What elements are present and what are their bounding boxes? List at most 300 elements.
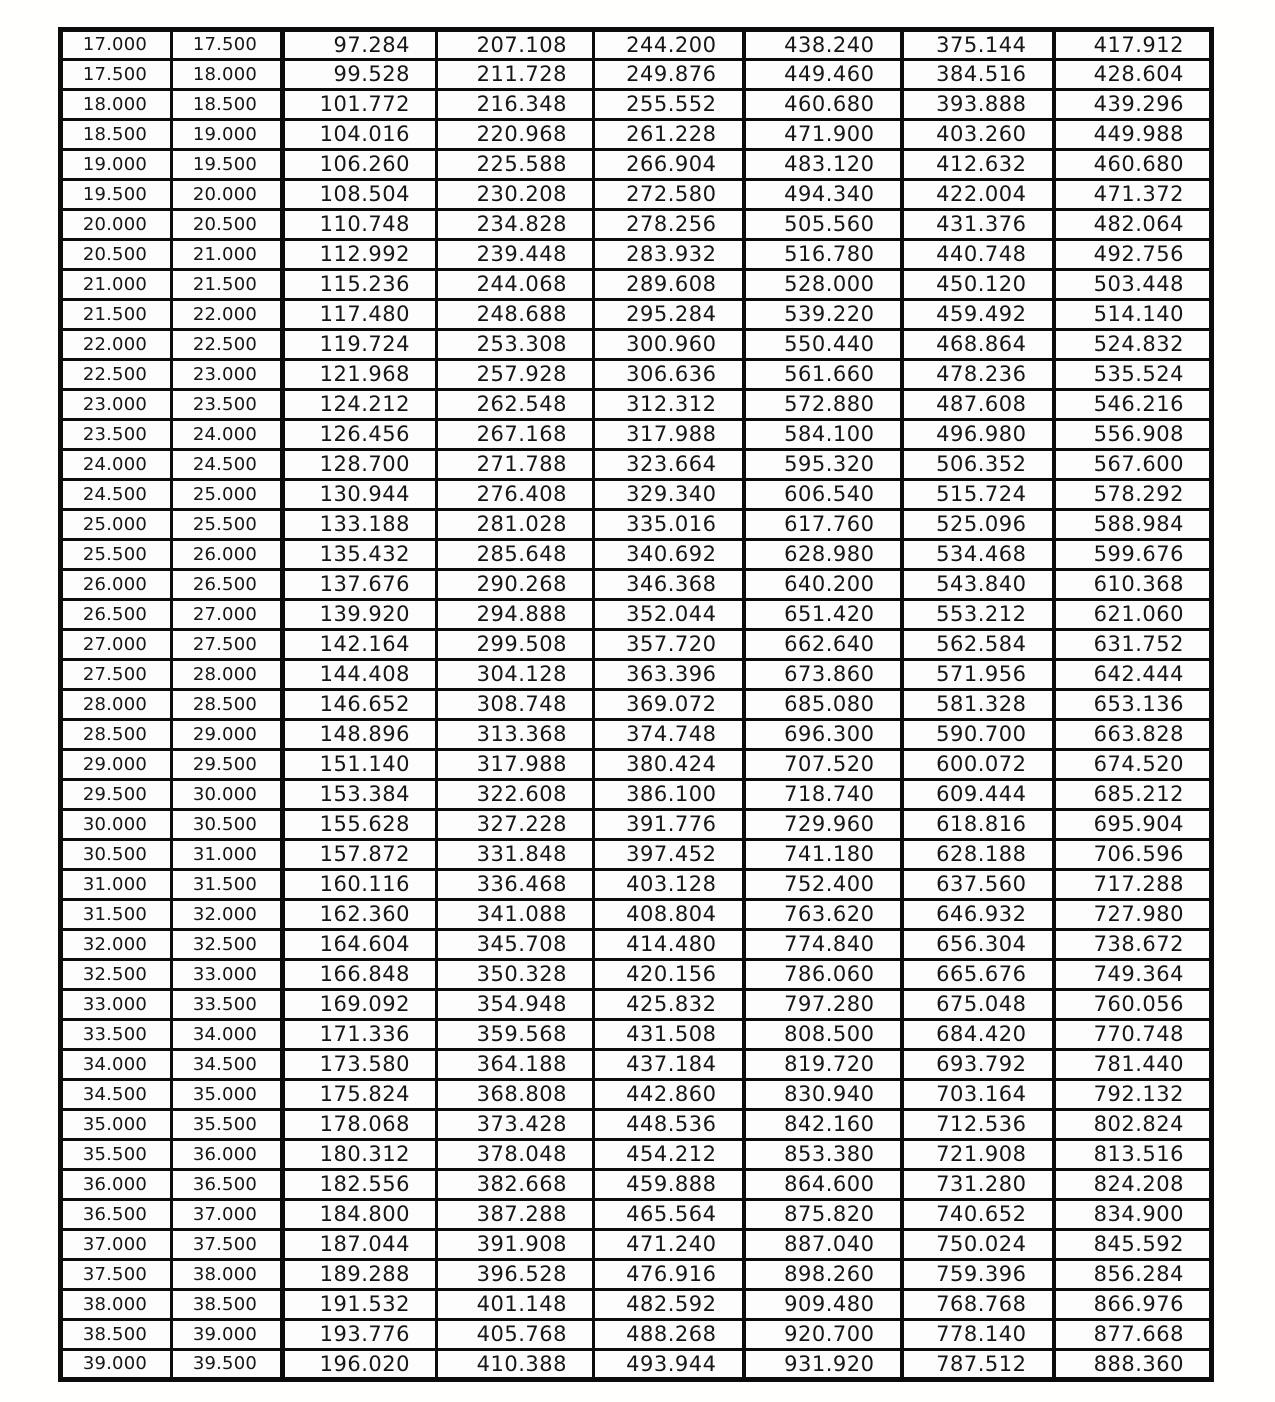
table-cell: 196.020 <box>283 1350 437 1380</box>
table-cell: 153.384 <box>283 780 437 810</box>
table-cell: 22.500 <box>172 330 283 360</box>
table-cell: 21.500 <box>172 270 283 300</box>
table-cell: 866.976 <box>1054 1290 1212 1320</box>
table-cell: 133.188 <box>283 510 437 540</box>
table-cell: 19.000 <box>172 120 283 150</box>
table-cell: 354.948 <box>437 990 594 1020</box>
table-cell: 33.500 <box>172 990 283 1020</box>
table-cell: 124.212 <box>283 390 437 420</box>
table-cell: 359.568 <box>437 1020 594 1050</box>
table-cell: 99.528 <box>283 60 437 90</box>
table-cell: 17.500 <box>61 60 172 90</box>
table-cell: 27.000 <box>61 630 172 660</box>
table-cell: 412.632 <box>902 150 1054 180</box>
table-cell: 23.500 <box>61 420 172 450</box>
table-row <box>61 870 1212 900</box>
table-cell: 38.500 <box>172 1290 283 1320</box>
table-row <box>61 1050 1212 1080</box>
table-cell: 437.184 <box>594 1050 744 1080</box>
table-cell: 830.940 <box>744 1080 902 1110</box>
table-cell: 28.000 <box>172 660 283 690</box>
table-cell: 261.228 <box>594 120 744 150</box>
table-cell: 34.000 <box>172 1020 283 1050</box>
table-cell: 449.988 <box>1054 120 1212 150</box>
table-cell: 110.748 <box>283 210 437 240</box>
table-cell: 675.048 <box>902 990 1054 1020</box>
table-cell: 685.212 <box>1054 780 1212 810</box>
table-cell: 33.500 <box>61 1020 172 1050</box>
table-cell: 528.000 <box>744 270 902 300</box>
table-row <box>61 1170 1212 1200</box>
table-row <box>61 1110 1212 1140</box>
table-cell: 306.636 <box>594 360 744 390</box>
table-cell: 454.212 <box>594 1140 744 1170</box>
table-cell: 535.524 <box>1054 360 1212 390</box>
table-cell: 471.240 <box>594 1230 744 1260</box>
table-cell: 278.256 <box>594 210 744 240</box>
table-cell: 27.500 <box>61 660 172 690</box>
table-cell: 300.960 <box>594 330 744 360</box>
table-cell: 482.592 <box>594 1290 744 1320</box>
table-cell: 148.896 <box>283 720 437 750</box>
table-cell: 488.268 <box>594 1320 744 1350</box>
table-cell: 363.396 <box>594 660 744 690</box>
table-cell: 25.000 <box>172 480 283 510</box>
table-cell: 139.920 <box>283 600 437 630</box>
table-cell: 684.420 <box>902 1020 1054 1050</box>
table-cell: 696.300 <box>744 720 902 750</box>
table-row <box>61 30 1212 60</box>
table-cell: 327.228 <box>437 810 594 840</box>
table-cell: 420.156 <box>594 960 744 990</box>
table-cell: 27.500 <box>172 630 283 660</box>
table-cell: 36.500 <box>172 1170 283 1200</box>
table-cell: 128.700 <box>283 450 437 480</box>
table-cell: 28.000 <box>61 690 172 720</box>
table-cell: 30.500 <box>61 840 172 870</box>
table-cell: 382.668 <box>437 1170 594 1200</box>
table-row <box>61 60 1212 90</box>
table-cell: 32.500 <box>61 960 172 990</box>
table-cell: 646.932 <box>902 900 1054 930</box>
table-cell: 37.500 <box>172 1230 283 1260</box>
table-cell: 567.600 <box>1054 450 1212 480</box>
table-cell: 374.748 <box>594 720 744 750</box>
table-cell: 30.000 <box>172 780 283 810</box>
table-row <box>61 270 1212 300</box>
table-cell: 727.980 <box>1054 900 1212 930</box>
table-cell: 717.288 <box>1054 870 1212 900</box>
table-cell: 121.968 <box>283 360 437 390</box>
table-cell: 25.500 <box>172 510 283 540</box>
table-cell: 525.096 <box>902 510 1054 540</box>
table-cell: 24.500 <box>61 480 172 510</box>
table-cell: 39.500 <box>172 1350 283 1380</box>
table-cell: 439.296 <box>1054 90 1212 120</box>
table-cell: 459.492 <box>902 300 1054 330</box>
table-cell: 157.872 <box>283 840 437 870</box>
table-cell: 295.284 <box>594 300 744 330</box>
table-cell: 126.456 <box>283 420 437 450</box>
table-cell: 380.424 <box>594 750 744 780</box>
table-cell: 685.080 <box>744 690 902 720</box>
table-cell: 304.128 <box>437 660 594 690</box>
table-cell: 345.708 <box>437 930 594 960</box>
table-row <box>61 840 1212 870</box>
table-cell: 460.680 <box>1054 150 1212 180</box>
table-cell: 673.860 <box>744 660 902 690</box>
table-cell: 759.396 <box>902 1260 1054 1290</box>
table-cell: 142.164 <box>283 630 437 660</box>
table-row <box>61 90 1212 120</box>
table-cell: 460.680 <box>744 90 902 120</box>
table-row <box>61 240 1212 270</box>
table-cell: 335.016 <box>594 510 744 540</box>
table-cell: 262.548 <box>437 390 594 420</box>
table-cell: 171.336 <box>283 1020 437 1050</box>
table-cell: 752.400 <box>744 870 902 900</box>
table-cell: 34.500 <box>172 1050 283 1080</box>
table-cell: 856.284 <box>1054 1260 1212 1290</box>
table-cell: 173.580 <box>283 1050 437 1080</box>
table-cell: 119.724 <box>283 330 437 360</box>
table-cell: 476.916 <box>594 1260 744 1290</box>
table-cell: 653.136 <box>1054 690 1212 720</box>
table-cell: 248.688 <box>437 300 594 330</box>
table-cell: 18.500 <box>61 120 172 150</box>
table-cell: 797.280 <box>744 990 902 1020</box>
table-cell: 931.920 <box>744 1350 902 1380</box>
table-cell: 403.260 <box>902 120 1054 150</box>
table-cell: 471.372 <box>1054 180 1212 210</box>
table-row <box>61 420 1212 450</box>
table-cell: 387.288 <box>437 1200 594 1230</box>
table-cell: 35.000 <box>172 1080 283 1110</box>
table-cell: 32.000 <box>61 930 172 960</box>
table-row <box>61 810 1212 840</box>
table-cell: 787.512 <box>902 1350 1054 1380</box>
table-cell: 642.444 <box>1054 660 1212 690</box>
table-cell: 26.500 <box>172 570 283 600</box>
table-cell: 31.500 <box>61 900 172 930</box>
table-cell: 130.944 <box>283 480 437 510</box>
data-table <box>58 27 1214 1382</box>
table-cell: 283.932 <box>594 240 744 270</box>
table-cell: 357.720 <box>594 630 744 660</box>
table-cell: 34.500 <box>61 1080 172 1110</box>
table-cell: 651.420 <box>744 600 902 630</box>
table-cell: 581.328 <box>902 690 1054 720</box>
table-cell: 112.992 <box>283 240 437 270</box>
table-cell: 712.536 <box>902 1110 1054 1140</box>
table-cell: 397.452 <box>594 840 744 870</box>
table-cell: 393.888 <box>902 90 1054 120</box>
table-cell: 588.984 <box>1054 510 1212 540</box>
table-cell: 29.000 <box>61 750 172 780</box>
table-row <box>61 720 1212 750</box>
table-cell: 34.000 <box>61 1050 172 1080</box>
table-cell: 778.140 <box>902 1320 1054 1350</box>
table-cell: 459.888 <box>594 1170 744 1200</box>
table-cell: 524.832 <box>1054 330 1212 360</box>
table-cell: 35.000 <box>61 1110 172 1140</box>
table-cell: 33.000 <box>61 990 172 1020</box>
table-cell: 428.604 <box>1054 60 1212 90</box>
table-cell: 391.776 <box>594 810 744 840</box>
table-cell: 408.804 <box>594 900 744 930</box>
table-cell: 786.060 <box>744 960 902 990</box>
table-cell: 308.748 <box>437 690 594 720</box>
table-cell: 26.000 <box>172 540 283 570</box>
table-cell: 24.000 <box>61 450 172 480</box>
table-cell: 631.752 <box>1054 630 1212 660</box>
table-cell: 191.532 <box>283 1290 437 1320</box>
table-cell: 211.728 <box>437 60 594 90</box>
table-cell: 562.584 <box>902 630 1054 660</box>
table-cell: 30.000 <box>61 810 172 840</box>
table-cell: 572.880 <box>744 390 902 420</box>
table-cell: 239.448 <box>437 240 594 270</box>
table-cell: 18.000 <box>61 90 172 120</box>
table-cell: 729.960 <box>744 810 902 840</box>
table-cell: 368.808 <box>437 1080 594 1110</box>
table-cell: 465.564 <box>594 1200 744 1230</box>
table-cell: 331.848 <box>437 840 594 870</box>
table-cell: 442.860 <box>594 1080 744 1110</box>
table-cell: 718.740 <box>744 780 902 810</box>
table-cell: 36.000 <box>61 1170 172 1200</box>
table-cell: 621.060 <box>1054 600 1212 630</box>
table-cell: 20.000 <box>61 210 172 240</box>
table-cell: 674.520 <box>1054 750 1212 780</box>
table-row <box>61 1230 1212 1260</box>
table-cell: 543.840 <box>902 570 1054 600</box>
table-cell: 272.580 <box>594 180 744 210</box>
table-cell: 175.824 <box>283 1080 437 1110</box>
table-cell: 503.448 <box>1054 270 1212 300</box>
table-cell: 35.500 <box>61 1140 172 1170</box>
table-cell: 760.056 <box>1054 990 1212 1020</box>
table-cell: 244.068 <box>437 270 594 300</box>
table-cell: 450.120 <box>902 270 1054 300</box>
table-row <box>61 750 1212 780</box>
table-cell: 162.360 <box>283 900 437 930</box>
table-cell: 193.776 <box>283 1320 437 1350</box>
table-cell: 695.904 <box>1054 810 1212 840</box>
table-cell: 781.440 <box>1054 1050 1212 1080</box>
table-cell: 386.100 <box>594 780 744 810</box>
table-cell: 483.120 <box>744 150 902 180</box>
table-cell: 32.500 <box>172 930 283 960</box>
table-cell: 160.116 <box>283 870 437 900</box>
table-row <box>61 600 1212 630</box>
table-cell: 909.480 <box>744 1290 902 1320</box>
table-cell: 539.220 <box>744 300 902 330</box>
table-row <box>61 1080 1212 1110</box>
table-cell: 763.620 <box>744 900 902 930</box>
table-cell: 662.640 <box>744 630 902 660</box>
table-cell: 37.000 <box>172 1200 283 1230</box>
table-cell: 853.380 <box>744 1140 902 1170</box>
table-cell: 845.592 <box>1054 1230 1212 1260</box>
table-cell: 721.908 <box>902 1140 1054 1170</box>
table-cell: 169.092 <box>283 990 437 1020</box>
table-cell: 448.536 <box>594 1110 744 1140</box>
table-row <box>61 330 1212 360</box>
table-cell: 276.408 <box>437 480 594 510</box>
table-cell: 216.348 <box>437 90 594 120</box>
table-cell: 234.828 <box>437 210 594 240</box>
table-cell: 106.260 <box>283 150 437 180</box>
table-cell: 115.236 <box>283 270 437 300</box>
table-cell: 600.072 <box>902 750 1054 780</box>
table-row <box>61 390 1212 420</box>
table-cell: 32.000 <box>172 900 283 930</box>
table-cell: 740.652 <box>902 1200 1054 1230</box>
table-cell: 164.604 <box>283 930 437 960</box>
table-cell: 255.552 <box>594 90 744 120</box>
table-cell: 38.500 <box>61 1320 172 1350</box>
table-cell: 37.500 <box>61 1260 172 1290</box>
table-cell: 595.320 <box>744 450 902 480</box>
table-cell: 38.000 <box>172 1260 283 1290</box>
table-cell: 471.900 <box>744 120 902 150</box>
table-cell: 101.772 <box>283 90 437 120</box>
table-cell: 438.240 <box>744 30 902 60</box>
table-cell: 24.500 <box>172 450 283 480</box>
table-cell: 606.540 <box>744 480 902 510</box>
table-cell: 244.200 <box>594 30 744 60</box>
table-cell: 155.628 <box>283 810 437 840</box>
table-cell: 599.676 <box>1054 540 1212 570</box>
table-cell: 373.428 <box>437 1110 594 1140</box>
table-cell: 22.000 <box>172 300 283 330</box>
table-cell: 550.440 <box>744 330 902 360</box>
table-row <box>61 480 1212 510</box>
table-cell: 336.468 <box>437 870 594 900</box>
table-cell: 609.444 <box>902 780 1054 810</box>
table-cell: 19.500 <box>61 180 172 210</box>
table-cell: 27.000 <box>172 600 283 630</box>
table-cell: 553.212 <box>902 600 1054 630</box>
table-cell: 731.280 <box>902 1170 1054 1200</box>
table-row <box>61 300 1212 330</box>
table-cell: 741.180 <box>744 840 902 870</box>
table-cell: 31.500 <box>172 870 283 900</box>
table-cell: 663.828 <box>1054 720 1212 750</box>
table-row <box>61 1140 1212 1170</box>
table-row <box>61 1200 1212 1230</box>
table-row <box>61 570 1212 600</box>
table-cell: 24.000 <box>172 420 283 450</box>
table-cell: 19.500 <box>172 150 283 180</box>
table-row <box>61 1260 1212 1290</box>
table-row <box>61 1320 1212 1350</box>
table-cell: 774.840 <box>744 930 902 960</box>
table-row <box>61 150 1212 180</box>
table-cell: 496.980 <box>902 420 1054 450</box>
table-cell: 289.608 <box>594 270 744 300</box>
table-cell: 146.652 <box>283 690 437 720</box>
table-cell: 346.368 <box>594 570 744 600</box>
table-cell: 706.596 <box>1054 840 1212 870</box>
table-cell: 35.500 <box>172 1110 283 1140</box>
table-cell: 482.064 <box>1054 210 1212 240</box>
table-cell: 317.988 <box>437 750 594 780</box>
table-cell: 18.000 <box>172 60 283 90</box>
table-cell: 770.748 <box>1054 1020 1212 1050</box>
table-cell: 546.216 <box>1054 390 1212 420</box>
table-cell: 637.560 <box>902 870 1054 900</box>
table-cell: 813.516 <box>1054 1140 1212 1170</box>
table-cell: 556.908 <box>1054 420 1212 450</box>
table-cell: 23.000 <box>172 360 283 390</box>
table-cell: 31.000 <box>172 840 283 870</box>
table-cell: 20.000 <box>172 180 283 210</box>
table-cell: 29.000 <box>172 720 283 750</box>
table-cell: 617.760 <box>744 510 902 540</box>
table-cell: 271.788 <box>437 450 594 480</box>
table-row <box>61 210 1212 240</box>
table-cell: 267.168 <box>437 420 594 450</box>
table-cell: 187.044 <box>283 1230 437 1260</box>
table-cell: 36.500 <box>61 1200 172 1230</box>
table-row <box>61 1290 1212 1320</box>
table-cell: 26.000 <box>61 570 172 600</box>
table-row <box>61 360 1212 390</box>
table-cell: 487.608 <box>902 390 1054 420</box>
table-cell: 369.072 <box>594 690 744 720</box>
table-cell: 808.500 <box>744 1020 902 1050</box>
table-cell: 117.480 <box>283 300 437 330</box>
table-cell: 425.832 <box>594 990 744 1020</box>
table-cell: 410.388 <box>437 1350 594 1380</box>
table-cell: 422.004 <box>902 180 1054 210</box>
table-row <box>61 180 1212 210</box>
table-cell: 20.500 <box>61 240 172 270</box>
table-cell: 23.000 <box>61 390 172 420</box>
table-cell: 431.376 <box>902 210 1054 240</box>
table-cell: 468.864 <box>902 330 1054 360</box>
table-cell: 802.824 <box>1054 1110 1212 1140</box>
table-cell: 887.040 <box>744 1230 902 1260</box>
table-cell: 414.480 <box>594 930 744 960</box>
table-row <box>61 660 1212 690</box>
table-cell: 514.140 <box>1054 300 1212 330</box>
table-row <box>61 960 1212 990</box>
table-cell: 864.600 <box>744 1170 902 1200</box>
table-cell: 628.980 <box>744 540 902 570</box>
table-cell: 478.236 <box>902 360 1054 390</box>
table-cell: 656.304 <box>902 930 1054 960</box>
table-cell: 249.876 <box>594 60 744 90</box>
table-row <box>61 900 1212 930</box>
table-cell: 824.208 <box>1054 1170 1212 1200</box>
table-cell: 281.028 <box>437 510 594 540</box>
table-cell: 384.516 <box>902 60 1054 90</box>
table-cell: 364.188 <box>437 1050 594 1080</box>
table-cell: 37.000 <box>61 1230 172 1260</box>
table-row <box>61 450 1212 480</box>
table-cell: 312.312 <box>594 390 744 420</box>
table-cell: 17.500 <box>172 30 283 60</box>
table-row <box>61 1020 1212 1050</box>
table-cell: 299.508 <box>437 630 594 660</box>
table-cell: 534.468 <box>902 540 1054 570</box>
table-cell: 21.000 <box>172 240 283 270</box>
table-cell: 396.528 <box>437 1260 594 1290</box>
table-cell: 220.968 <box>437 120 594 150</box>
